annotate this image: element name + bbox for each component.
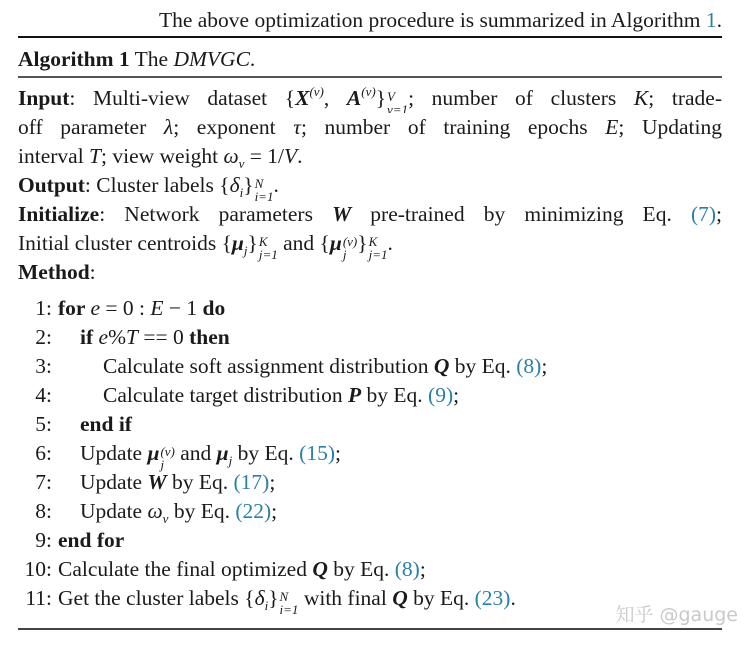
algorithm-step: [18, 381, 722, 410]
text-run: ; number of clusters: [408, 86, 634, 110]
input-line-2: [18, 113, 722, 142]
step-text: [52, 410, 132, 439]
step-number: 7:: [35, 470, 52, 494]
math-limits: [259, 235, 278, 261]
step-text: [52, 323, 230, 352]
step-text: [52, 526, 124, 555]
superscript: (v): [160, 444, 175, 459]
text-run: ; number of training epochs: [300, 115, 606, 139]
text-run: and {: [277, 231, 330, 255]
text-run: }: [243, 173, 254, 197]
subscript: v: [162, 511, 169, 526]
algorithm-step: [18, 555, 722, 584]
algorithm-step: [18, 294, 722, 323]
text-run: Calculate the final optimized: [58, 557, 313, 581]
text-run: ;: [541, 354, 548, 378]
text-run: ;: [271, 499, 278, 523]
text-run: ;: [419, 557, 426, 581]
text-run: Update: [80, 441, 148, 465]
superscript: V: [387, 89, 395, 104]
step-number: 5:: [35, 412, 52, 436]
text-run: T: [89, 144, 102, 168]
text-run: %: [108, 325, 126, 349]
text-run: by Eq.: [327, 557, 395, 581]
text-run: μ: [231, 231, 244, 255]
algorithm-step: [18, 468, 722, 497]
step-text: [52, 584, 516, 617]
reference-link[interactable]: (8): [394, 557, 420, 581]
reference-link[interactable]: (7): [690, 202, 717, 226]
math-limits: [387, 90, 408, 113]
reference-link[interactable]: (17): [233, 470, 270, 494]
text-run: :: [89, 260, 96, 284]
subscript: i: [239, 185, 244, 200]
reference-link[interactable]: (22): [235, 499, 272, 523]
text-run: }: [268, 586, 279, 610]
algorithm-step: [18, 526, 722, 555]
step-number: 9:: [35, 528, 52, 552]
text-run: ; trade-: [648, 86, 722, 110]
algorithm-title: [18, 45, 255, 74]
input-line-1: [18, 84, 722, 113]
text-run: Q: [392, 586, 408, 610]
text-run: ,: [323, 86, 347, 110]
text-run: ;: [334, 441, 341, 465]
subscript: v: [238, 156, 245, 171]
algorithm-step: [18, 439, 722, 472]
initialize-line-1: [18, 200, 722, 229]
text-run: ;: [716, 202, 722, 226]
step-number: 4:: [35, 383, 52, 407]
text-run: μ: [329, 231, 342, 255]
text-run: ;: [453, 383, 460, 407]
superscript: K: [368, 234, 378, 249]
superscript: (v): [342, 234, 358, 249]
text-run: by Eq.: [407, 586, 475, 610]
step-number: 11:: [25, 586, 52, 610]
text-run: = 0 :: [100, 296, 151, 320]
text-run: Algorithm 1: [18, 47, 130, 71]
step-text: [52, 294, 225, 323]
intro-sentence: [18, 8, 722, 33]
step-number: 1:: [35, 296, 52, 320]
text-run: Initial cluster centroids {: [18, 231, 232, 255]
text-run: K: [633, 86, 649, 110]
text-run: .: [387, 231, 393, 255]
text-run: .: [510, 586, 516, 610]
text-run: interval: [18, 144, 90, 168]
step-number: 10:: [24, 557, 52, 581]
subscript: j: [342, 247, 347, 262]
reference-link[interactable]: (15): [299, 441, 335, 465]
text-run: Q: [312, 557, 328, 581]
algorithm-step: [18, 352, 722, 381]
step-text: [52, 468, 275, 497]
superscript: N: [279, 589, 289, 604]
text-run: Get the cluster labels {: [58, 586, 255, 610]
math-limits: [369, 235, 388, 261]
text-run: .: [716, 8, 722, 32]
text-run: ω: [223, 144, 239, 168]
text-run: : Network parameters: [99, 202, 333, 226]
text-run: and: [174, 441, 217, 465]
text-run: The: [129, 47, 174, 71]
text-run: − 1: [163, 296, 203, 320]
text-run: == 0: [137, 325, 190, 349]
text-run: τ: [293, 115, 301, 139]
text-run: Input: [18, 86, 70, 110]
input-line-3: [18, 142, 722, 171]
text-run: by Eq.: [232, 441, 300, 465]
text-run: pre-trained by minimizing Eq.: [351, 202, 691, 226]
text-run: ;: [269, 470, 276, 494]
math-limits: [343, 235, 357, 261]
top-rule: [18, 36, 722, 38]
text-run: P: [348, 383, 362, 407]
step-text: [52, 381, 459, 410]
text-run: δ: [229, 173, 240, 197]
text-run: then: [189, 325, 230, 349]
text-run: ω: [147, 499, 163, 523]
text-run: .: [273, 173, 279, 197]
text-run: by Eq.: [449, 354, 517, 378]
text-run: A: [346, 86, 362, 110]
text-run: μ: [216, 441, 229, 465]
text-run: e: [98, 325, 109, 349]
text-run: X: [295, 86, 310, 110]
subscript: j: [160, 457, 165, 472]
subscript: i=1: [279, 602, 299, 617]
text-run: end for: [58, 528, 125, 552]
step-text: [52, 352, 547, 381]
subscript: v=1: [387, 102, 409, 113]
text-run: Update: [80, 499, 148, 523]
text-run: ; Updating: [618, 115, 722, 139]
text-run: e: [90, 296, 100, 320]
algorithm-step: [18, 323, 722, 352]
output-line: [18, 171, 722, 204]
reference-link[interactable]: 1: [705, 8, 717, 32]
step-text: [52, 555, 426, 584]
text-run: : Cluster labels {: [84, 173, 230, 197]
text-run: }: [247, 231, 258, 255]
text-run: by Eq.: [361, 383, 429, 407]
text-run: }: [375, 86, 387, 110]
subscript: j: [228, 453, 233, 468]
text-run: end if: [80, 412, 132, 436]
text-run: = 1/: [244, 144, 285, 168]
algorithm-header: [18, 84, 722, 287]
text-run: W: [147, 470, 167, 494]
step-text: [52, 497, 277, 526]
step-number: 6:: [35, 441, 52, 465]
text-run: E: [150, 296, 164, 320]
text-run: Calculate soft assignment distribution: [103, 354, 434, 378]
text-run: by Eq.: [168, 499, 236, 523]
reference-link[interactable]: (8): [516, 354, 542, 378]
title-rule: [18, 76, 722, 78]
text-run: δ: [254, 586, 265, 610]
text-run: : Multi-view dataset {: [69, 86, 296, 110]
text-run: μ: [147, 441, 160, 465]
math-limits: [280, 590, 299, 616]
subscript: i=1: [254, 189, 274, 204]
superscript: (v): [309, 84, 324, 99]
text-run: Initialize: [18, 202, 100, 226]
algorithm-step: [18, 497, 722, 526]
superscript: N: [254, 176, 264, 191]
text-run: }: [357, 231, 368, 255]
text-run: Calculate target distribution: [103, 383, 349, 407]
text-run: V: [284, 144, 298, 168]
method-label: [18, 258, 722, 287]
text-run: .: [249, 47, 256, 71]
initialize-line-2: [18, 229, 722, 262]
algorithm-step: [18, 410, 722, 439]
bottom-rule: [18, 628, 722, 630]
text-run: Method: [18, 260, 90, 284]
reference-link[interactable]: (9): [428, 383, 454, 407]
subscript: i: [264, 598, 269, 613]
text-run: by Eq.: [166, 470, 234, 494]
subscript: j=1: [258, 247, 278, 262]
text-run: λ: [163, 115, 174, 139]
reference-link[interactable]: (23): [474, 586, 511, 610]
superscript: (v): [361, 84, 376, 99]
text-run: T: [125, 325, 138, 349]
text-run: for: [58, 296, 91, 320]
text-run: if: [80, 325, 99, 349]
text-run: ; view weight: [101, 144, 224, 168]
step-number: 3:: [35, 354, 52, 378]
superscript: K: [258, 234, 268, 249]
text-run: Q: [433, 354, 450, 378]
text-run: DMVGC: [173, 47, 250, 71]
text-run: Update: [80, 470, 148, 494]
subscript: j: [243, 243, 248, 258]
text-run: .: [297, 144, 303, 168]
text-run: off parameter: [18, 115, 164, 139]
text-run: with final: [298, 586, 393, 610]
step-number: 2:: [35, 325, 52, 349]
step-text: [52, 439, 341, 472]
text-run: E: [605, 115, 619, 139]
text-run: ; exponent: [173, 115, 294, 139]
watermark: 知乎 @gauge: [615, 604, 738, 626]
text-run: do: [202, 296, 226, 320]
text-run: Output: [18, 173, 85, 197]
text-run: The above optimization procedure is summarized in Algorithm: [158, 8, 706, 32]
step-number: 8:: [35, 499, 52, 523]
subscript: j=1: [368, 247, 388, 262]
text-run: W: [332, 202, 352, 226]
